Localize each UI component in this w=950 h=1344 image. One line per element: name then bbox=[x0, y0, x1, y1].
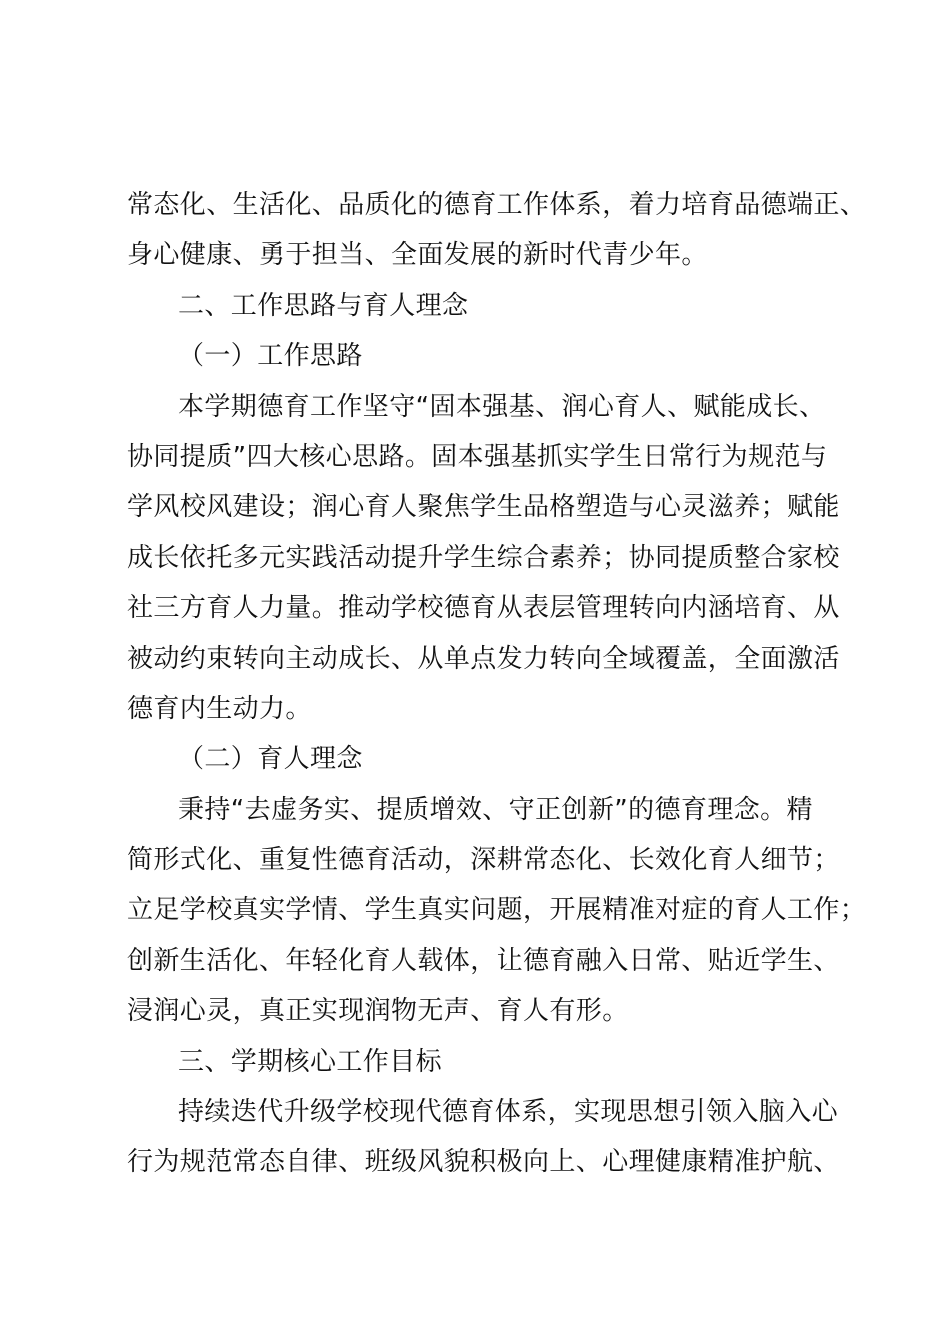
paragraph-line: 身心健康、勇于担当、全面发展的新时代青少年。 bbox=[127, 240, 708, 271]
paragraph-line: 创新生活化、年轻化育人载体，让德育融入日常、贴近学生、 bbox=[127, 945, 840, 976]
subsection-heading: （一）工作思路 bbox=[178, 341, 363, 372]
paragraph-line: 德育内生动力。 bbox=[127, 693, 312, 724]
paragraph-line: 浸润心灵，真正实现润物无声、育人有形。 bbox=[127, 996, 629, 1027]
paragraph-line: 秉持“去虚务实、提质增效、守正创新”的德育理念。精 bbox=[178, 794, 813, 825]
paragraph-line: 成长依托多元实践活动提升学生综合素养；协同提质整合家校 bbox=[127, 542, 840, 573]
section-heading: 二、工作思路与育人理念 bbox=[178, 290, 469, 321]
paragraph-line: 行为规范常态自律、班级风貌积极向上、心理健康精准护航、 bbox=[127, 1147, 840, 1178]
document-body bbox=[127, 180, 867, 1188]
paragraph-line: 学风校风建设；润心育人聚焦学生品格塑造与心灵滋养；赋能 bbox=[127, 492, 840, 523]
paragraph-line: 简形式化、重复性德育活动，深耕常态化、长效化育人细节； bbox=[127, 845, 840, 876]
paragraph-line: 协同提质”四大核心思路。固本强基抓实学生日常行为规范与 bbox=[127, 441, 828, 472]
section-heading: 三、学期核心工作目标 bbox=[178, 1046, 443, 1077]
paragraph-line: 常态化、生活化、品质化的德育工作体系，着力培育品德端正、 bbox=[127, 190, 867, 220]
paragraph-line: 本学期德育工作坚守“固本强基、润心育人、赋能成长、 bbox=[178, 391, 826, 422]
paragraph-line: 社三方育人力量。推动学校德育从表层管理转向内涵培育、从 bbox=[127, 593, 840, 624]
paragraph-line: 被动约束转向主动成长、从单点发力转向全域覆盖，全面激活 bbox=[127, 643, 840, 674]
paragraph-line: 立足学校真实学情、学生真实问题，开展精准对症的育人工作； bbox=[127, 895, 867, 926]
subsection-heading: （二）育人理念 bbox=[178, 744, 363, 775]
paragraph-line: 持续迭代升级学校现代德育体系，实现思想引领入脑入心 bbox=[178, 1097, 839, 1128]
